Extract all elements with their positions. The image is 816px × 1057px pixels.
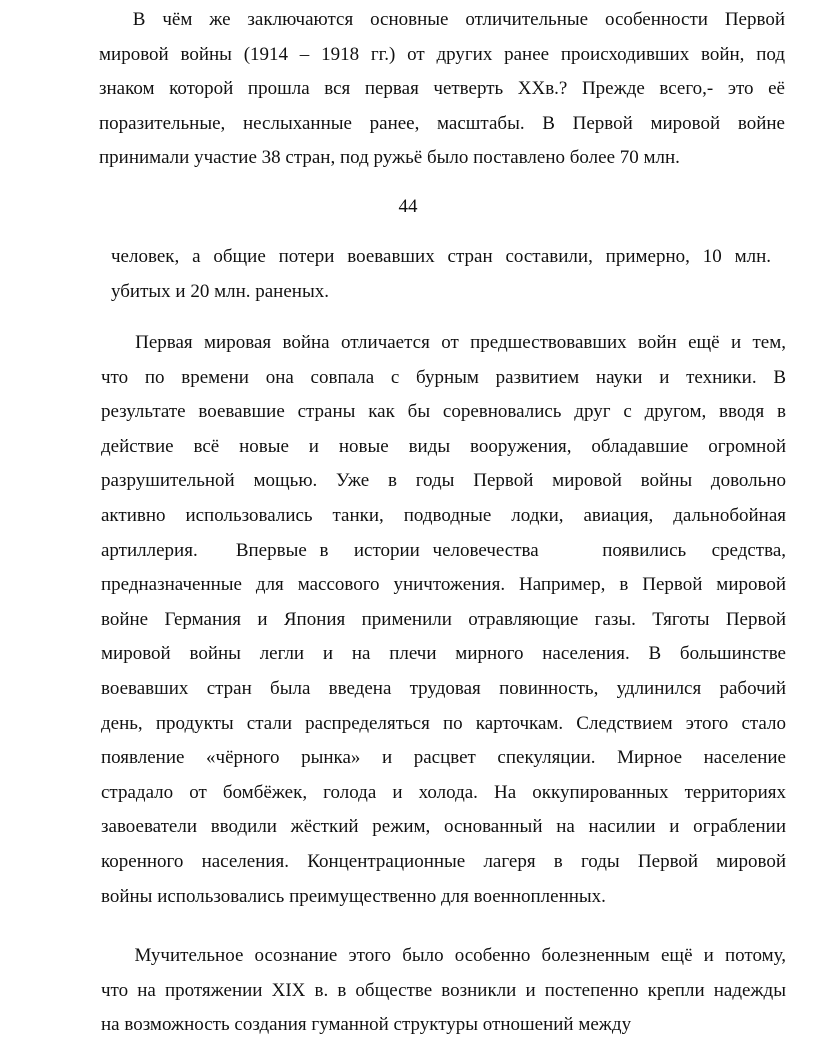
text-line: что на протяжении XIX в. в обществе возникли и постепенно крепли надежды xyxy=(101,979,786,1001)
text-line: активно использовались танки, подводные лодки, авиация, дальнобойная xyxy=(101,504,786,526)
text-line: день, продукты стали распределяться по карточкам. Следствием этого стало xyxy=(101,712,786,734)
paragraph-1 xyxy=(99,3,785,176)
text-line: что по времени она совпала с бурным развитием науки и техники. В xyxy=(101,366,786,388)
text-line: на возможность создания гуманной структуры отношений между xyxy=(101,1014,632,1036)
text-line: поразительные, неслыханные ранее, масштабы. В Первой мировой войне xyxy=(99,112,785,134)
text-line: принимали участие 38 стран, под ружьё было поставлено более 70 млн. xyxy=(99,147,680,169)
text-line: Мучительное осознание этого было особенно болезненным ещё и потому, xyxy=(101,945,786,966)
text-line: мировой войны (1914 – 1918 гг.) от других ранее происходивших войн, под xyxy=(99,43,785,65)
paragraph-2 xyxy=(101,326,786,914)
text-line: войне Германия и Япония применили отравляющие газы. Тяготы Первой xyxy=(101,608,786,630)
paragraph-3 xyxy=(101,939,786,1043)
text-line: В чём же заключаются основные отличительные особенности Первой xyxy=(99,9,785,30)
text-line: войны использовались преимущественно для военнопленных. xyxy=(101,885,606,907)
text-line: результате воевавшие страны как бы соревновались друг с другом, вводя в xyxy=(101,401,786,423)
text-line: знаком которой прошла вся первая четверть XXв.? Прежде всего,- это её xyxy=(99,78,785,100)
text-line: воевавших стран была введена трудовая повинность, удлинился рабочий xyxy=(101,677,786,699)
text-line: страдало от бомбёжек, голода и холода. На оккупированных территориях xyxy=(101,781,786,803)
text-line: человек, а общие потери воевавших стран составили, примерно, 10 млн. xyxy=(111,246,771,267)
paragraph-1-continued xyxy=(111,240,771,309)
text-line: предназначенные для массового уничтожения. Например, в Первой мировой xyxy=(101,574,786,596)
text-line: завоеватели вводили жёсткий режим, основанный на насилии и ограблении xyxy=(101,816,786,838)
text-line: появление «чёрного рынка» и расцвет спекуляции. Мирное население xyxy=(101,747,786,769)
page-number: 44 xyxy=(398,196,418,217)
text-line: разрушительной мощью. Уже в годы Первой мировой войны довольно xyxy=(101,470,786,492)
text-line: артиллерия. Впервые в истории человечества появились средства, xyxy=(101,539,786,561)
text-line: коренного населения. Концентрационные лагеря в годы Первой мировой xyxy=(101,850,786,872)
text-line: действие всё новые и новые виды вооружения, обладавшие огромной xyxy=(101,435,786,457)
text-line: мировой войны легли и на плечи мирного населения. В большинстве xyxy=(101,643,786,665)
text-line: убитых и 20 млн. раненых. xyxy=(111,280,329,302)
text-line: Первая мировая война отличается от предшествовавших войн ещё и тем, xyxy=(101,332,786,353)
